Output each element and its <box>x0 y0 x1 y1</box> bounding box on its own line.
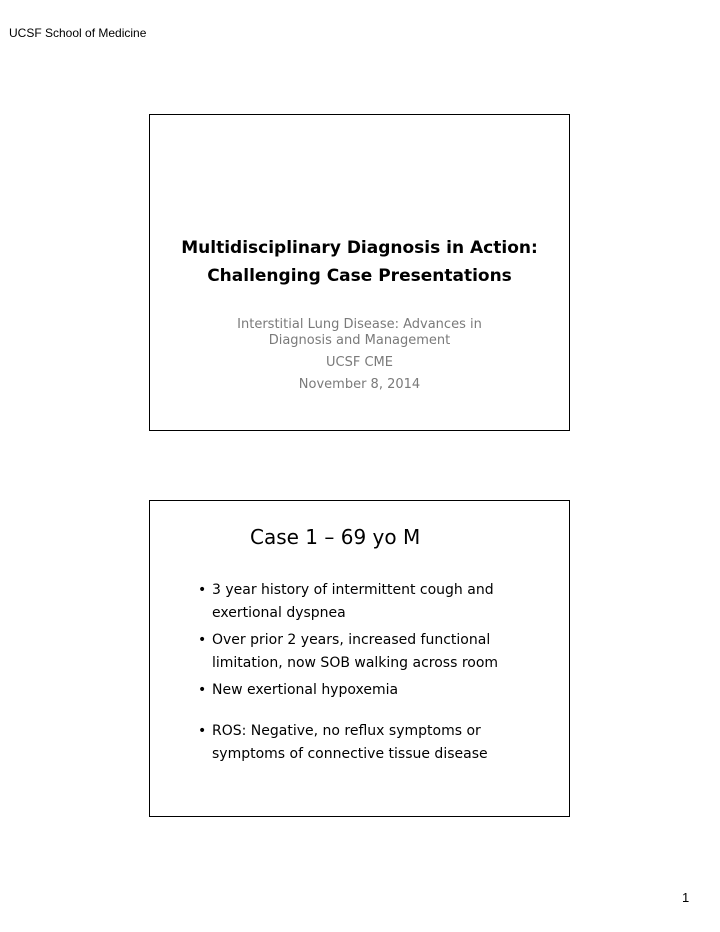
bullet-item <box>196 629 546 675</box>
slide-1-title <box>150 234 569 290</box>
bullet-item <box>196 679 546 702</box>
bullet-item-line: Over prior 2 years, increased functional <box>212 632 491 648</box>
document-header: UCSF School of Medicine <box>9 26 147 40</box>
bullet-dot-icon: • <box>198 632 207 648</box>
slide-1-subtitle-line-1: Interstitial Lung Disease: Advances in <box>237 317 482 332</box>
bullet-item-line: limitation, now SOB walking across room <box>212 655 499 671</box>
slide-2-bullet-list <box>196 579 546 770</box>
bullet-item-line: ROS: Negative, no reflux symptoms or <box>212 723 481 739</box>
slide-1-subtitle-line-3: UCSF CME <box>326 355 393 370</box>
bullet-item-line: exertional dyspnea <box>212 605 346 621</box>
slide-2 <box>149 500 570 817</box>
slide-1-title-line-1: Multidisciplinary Diagnosis in Action: <box>181 238 538 258</box>
slide-1-subtitle-line-2: Diagnosis and Management <box>268 333 451 348</box>
page-number: 1 <box>682 890 690 905</box>
slide-1 <box>149 114 570 431</box>
bullet-item-line: 3 year history of intermittent cough and <box>212 582 494 598</box>
bullet-item <box>196 720 546 766</box>
slide-1-subtitle <box>150 317 569 393</box>
bullet-dot-icon: • <box>198 582 207 598</box>
bullet-dot-icon: • <box>198 682 207 698</box>
bullet-item-line: symptoms of connective tissue disease <box>212 746 488 762</box>
slide-1-subtitle-line-4: November 8, 2014 <box>298 377 421 392</box>
bullet-item <box>196 579 546 625</box>
bullet-dot-icon: • <box>198 723 207 739</box>
slide-2-title: Case 1 – 69 yo M <box>250 525 421 549</box>
bullet-item-line: New exertional hypoxemia <box>212 682 399 698</box>
slide-1-title-line-2: Challenging Case Presentations <box>207 266 512 286</box>
